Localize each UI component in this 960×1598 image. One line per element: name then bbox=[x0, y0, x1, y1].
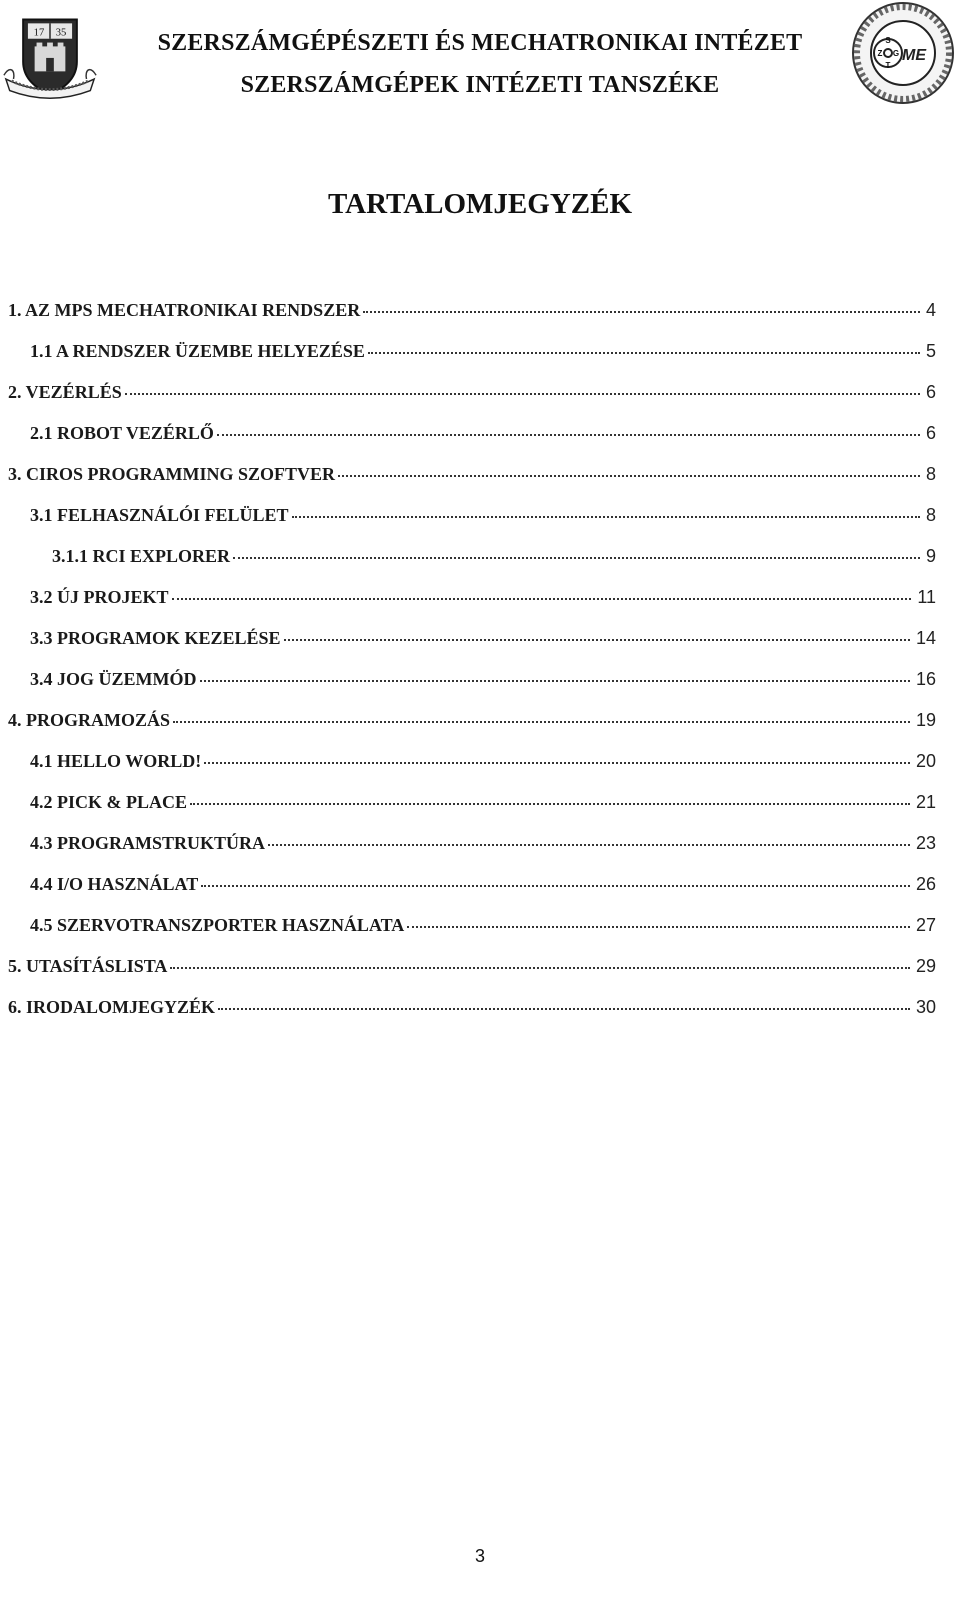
toc-entry-page: 29 bbox=[915, 956, 936, 976]
toc-entry-label: 3.1 FELHASZNÁLÓI FELÜLET bbox=[30, 505, 289, 525]
toc-entry[interactable] bbox=[30, 833, 936, 863]
toc-leader-dots bbox=[338, 474, 920, 477]
toc-leader-dots bbox=[363, 310, 920, 313]
toc-entry-page: 23 bbox=[915, 833, 936, 853]
toc-entry-page: 6 bbox=[925, 423, 936, 443]
toc-entry-page: 21 bbox=[915, 792, 936, 812]
toc-entry[interactable] bbox=[30, 628, 936, 658]
toc-leader-dots bbox=[200, 679, 910, 682]
toc-leader-dots bbox=[125, 392, 920, 395]
toc-entry-label: 4.3 PROGRAMSTRUKTÚRA bbox=[30, 833, 266, 853]
toc-entry[interactable] bbox=[8, 710, 936, 740]
svg-text:35: 35 bbox=[55, 27, 67, 39]
toc-entry-page: 8 bbox=[925, 464, 936, 484]
toc-entry[interactable] bbox=[30, 423, 936, 453]
toc-entry-label: 1.1 A RENDSZER ÜZEMBE HELYEZÉSE bbox=[30, 341, 365, 361]
toc-entry[interactable] bbox=[8, 464, 936, 494]
toc-entry-label: 4.4 I/O HASZNÁLAT bbox=[30, 874, 199, 894]
toc-entry[interactable] bbox=[30, 341, 936, 371]
toc-entry-page: 20 bbox=[915, 751, 936, 771]
toc-leader-dots bbox=[292, 515, 920, 518]
page-number: 3 bbox=[474, 1546, 485, 1566]
toc-entry-page: 8 bbox=[925, 505, 936, 525]
toc-entry[interactable] bbox=[30, 751, 936, 781]
toc-leader-dots bbox=[233, 556, 920, 559]
toc-entry-page: 5 bbox=[925, 341, 936, 361]
svg-text:ME: ME bbox=[902, 47, 926, 64]
toc-entry-page: 14 bbox=[915, 628, 936, 648]
toc-entry[interactable] bbox=[52, 546, 936, 576]
toc-entry-label: 1. AZ MPS MECHATRONIKAI RENDSZER bbox=[8, 300, 361, 320]
toc-entry[interactable] bbox=[8, 956, 936, 986]
toc-entry-label: 2. VEZÉRLÉS bbox=[8, 382, 122, 402]
toc-entry[interactable] bbox=[30, 874, 936, 904]
toc-leader-dots bbox=[368, 351, 920, 354]
toc-entry-page: 4 bbox=[925, 300, 936, 320]
svg-text:T: T bbox=[885, 61, 891, 70]
toc-entry[interactable] bbox=[30, 505, 936, 535]
toc-leader-dots bbox=[201, 884, 910, 887]
toc-entry-label: 3. CIROS PROGRAMMING SZOFTVER bbox=[8, 464, 336, 484]
toc-entry-label: 4. PROGRAMOZÁS bbox=[8, 710, 170, 730]
toc-entry[interactable] bbox=[30, 669, 936, 699]
toc-leader-dots bbox=[170, 966, 910, 969]
toc-entry-label: 3.3 PROGRAMOK KEZELÉSE bbox=[30, 628, 281, 648]
toc-entry[interactable] bbox=[30, 915, 936, 945]
toc-entry-page: 27 bbox=[915, 915, 936, 935]
toc-entry-page: 26 bbox=[915, 874, 936, 894]
toc-entry[interactable] bbox=[30, 792, 936, 822]
toc-entry-label: 4.2 PICK & PLACE bbox=[30, 792, 187, 812]
toc-leader-dots bbox=[173, 720, 910, 723]
toc-entry[interactable] bbox=[8, 382, 936, 412]
toc-entry-label: 3.2 ÚJ PROJEKT bbox=[30, 587, 169, 607]
toc-title: TARTALOMJEGYZÉK bbox=[327, 188, 633, 220]
svg-text:Z: Z bbox=[877, 49, 883, 58]
toc-leader-dots bbox=[268, 843, 910, 846]
svg-text:17: 17 bbox=[33, 27, 45, 39]
institute-name: SZERSZÁMGÉPÉSZETI ÉS MECHATRONIKAI INTÉZET bbox=[157, 30, 803, 56]
toc-entry-label: 3.1.1 RCI EXPLORER bbox=[52, 546, 231, 566]
toc-entry-page: 16 bbox=[915, 669, 936, 689]
toc-entry-page: 11 bbox=[917, 587, 936, 607]
toc-entry-label: 4.5 SZERVOTRANSZPORTER HASZNÁLATA bbox=[30, 915, 405, 935]
toc-entry[interactable] bbox=[8, 300, 936, 330]
toc-leader-dots bbox=[218, 1007, 910, 1010]
svg-text:S: S bbox=[885, 36, 891, 45]
toc-leader-dots bbox=[190, 802, 910, 805]
toc-leader-dots bbox=[172, 597, 912, 600]
department-name: SZERSZÁMGÉPEK INTÉZETI TANSZÉKE bbox=[240, 72, 720, 98]
svg-text:G: G bbox=[892, 49, 900, 58]
toc-entry[interactable] bbox=[30, 587, 936, 617]
toc-entry-label: 5. UTASÍTÁSLISTA bbox=[8, 956, 168, 976]
toc-entry[interactable] bbox=[8, 997, 936, 1027]
toc-entry-label: 4.1 HELLO WORLD! bbox=[30, 751, 202, 771]
toc-leader-dots bbox=[407, 925, 910, 928]
toc-entry-page: 19 bbox=[915, 710, 936, 730]
toc-entry-label: 6. IRODALOMJEGYZÉK bbox=[8, 997, 216, 1017]
toc-leader-dots bbox=[217, 433, 920, 436]
toc-entry-label: 3.4 JOG ÜZEMMÓD bbox=[30, 669, 197, 689]
toc-entry-label: 2.1 ROBOT VEZÉRLŐ bbox=[30, 423, 214, 443]
toc-leader-dots bbox=[204, 761, 910, 764]
toc-leader-dots bbox=[284, 638, 910, 641]
toc-entry-page: 6 bbox=[925, 382, 936, 402]
toc-entry-page: 9 bbox=[925, 546, 936, 566]
toc-entry-page: 30 bbox=[915, 997, 936, 1017]
